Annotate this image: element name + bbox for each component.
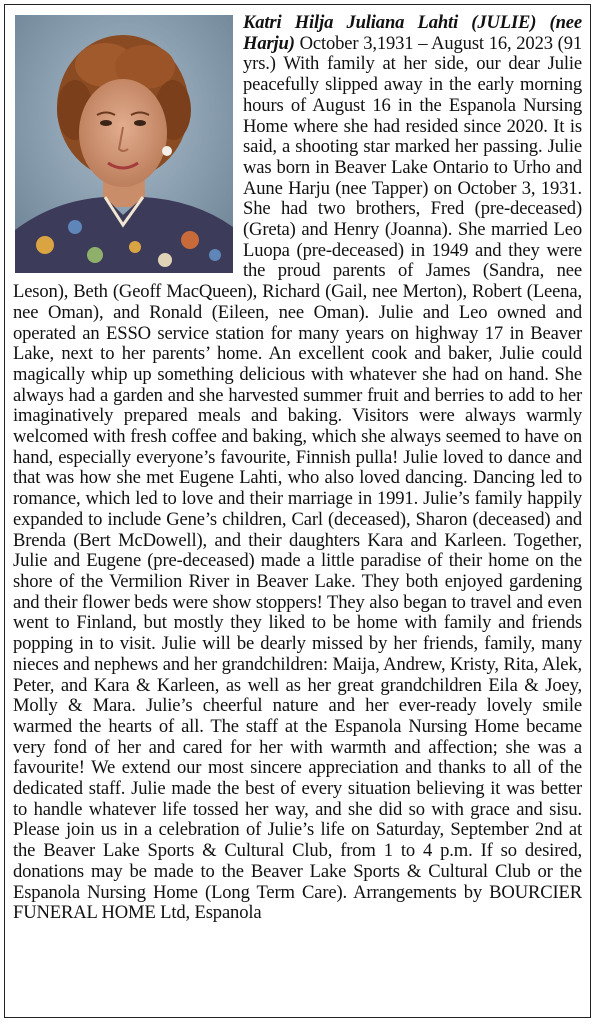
life-dates: October 3,1931 – August 16, 2023 (91 yrs.) [243, 32, 582, 75]
obituary-body: With family at her side, our dear Julie peacefully slipped away in the early morning hours of August 16 in the Espanola Nursing Home where she had resided since 2020. It is said, a shooting star marked her passing. Julie was born in Beaver Lake Ontario to Urho and Aune Harju (nee Tapper) on October 3, 1931. She had two brothers, Fred (pre-deceased) (Greta) and Henry (Joanna). She married Leo Luopa (pre-deceased) in 1949 and they were the proud parents of James (Sandra, nee Leson), Beth (Geoff MacQueen), Richard (Gail, nee Merton), Robert (Leena, nee Oman), and Ronald (Eileen, nee Oman). Julie and Leo owned and operated an ESSO service station for many years on highway 17 in Beaver Lake, next to her parents’ home. An excellent cook and baker, Julie could magically whip up something delicious with whatever she had on hand. She always had a garden and she harvested summer fruit and berries to add to her imaginatively prepared meals and baking. Visitors were always warmly welcomed with fresh coffee and baking, which she always seemed to have on hand, especially everyone’s favourite, Finnish pulla! Julie loved to dance and that was how she met Eugene Lahti, who also loved dancing. Dancing led to romance, which led to love and their marriage in 1991. Julie’s family happily expanded to include Gene’s children, Carl (deceased), Sharon (deceased) and Brenda (Bert McDowell), and their daughters Kara and Karleen. Together, Julie and Eugene (pre-deceased) made a little paradise of their home on the shore of the Vermilion River in Beaver Lake. They both enjoyed gardening and their flower beds were show stoppers! They also began to travel and even went to Finland, but mostly they liked to be home with family and friends popping in to visit. Julie will be dearly missed by her friends, family, many nieces and nephews and her grandchildren: Maija, Andrew, Kristy, Rita, Alek, Peter, and Kara & Karleen, as well as her great grandchildren Eila & Joey, Molly & Mara. Julie’s cheerful nature and her ever-ready lovely smile warmed the hearts of all. The staff at the Espanola Nursing Home became very fond of her and cared for her with warmth and affection; she was a favourite! We extend our most sincere appreciation and thanks to all of the dedicated staff. Julie made the best of every situation believing it was better to handle whatever life tossed her way, and she did so with grace and sisu. Please join us in a celebration of Julie’s life on Saturday, September 2nd at the Beaver Lake Sports & Cultural Club, from 1 to 4 p.m. If so desired, donations may be made to the Beaver Lake Sports & Cultural Club or the Espanola Nursing Home (Long Term Care). Arrangements by BOURCIER FUNERAL HOME Ltd, Espanola [13, 53, 582, 924]
deceased-name: Katri Hilja Juliana Lahti (JULIE) (nee Harju) [243, 12, 582, 54]
portrait-photo [15, 15, 233, 273]
portrait-image [15, 15, 233, 273]
obituary-content [13, 13, 582, 1009]
obituary-frame [4, 4, 591, 1018]
